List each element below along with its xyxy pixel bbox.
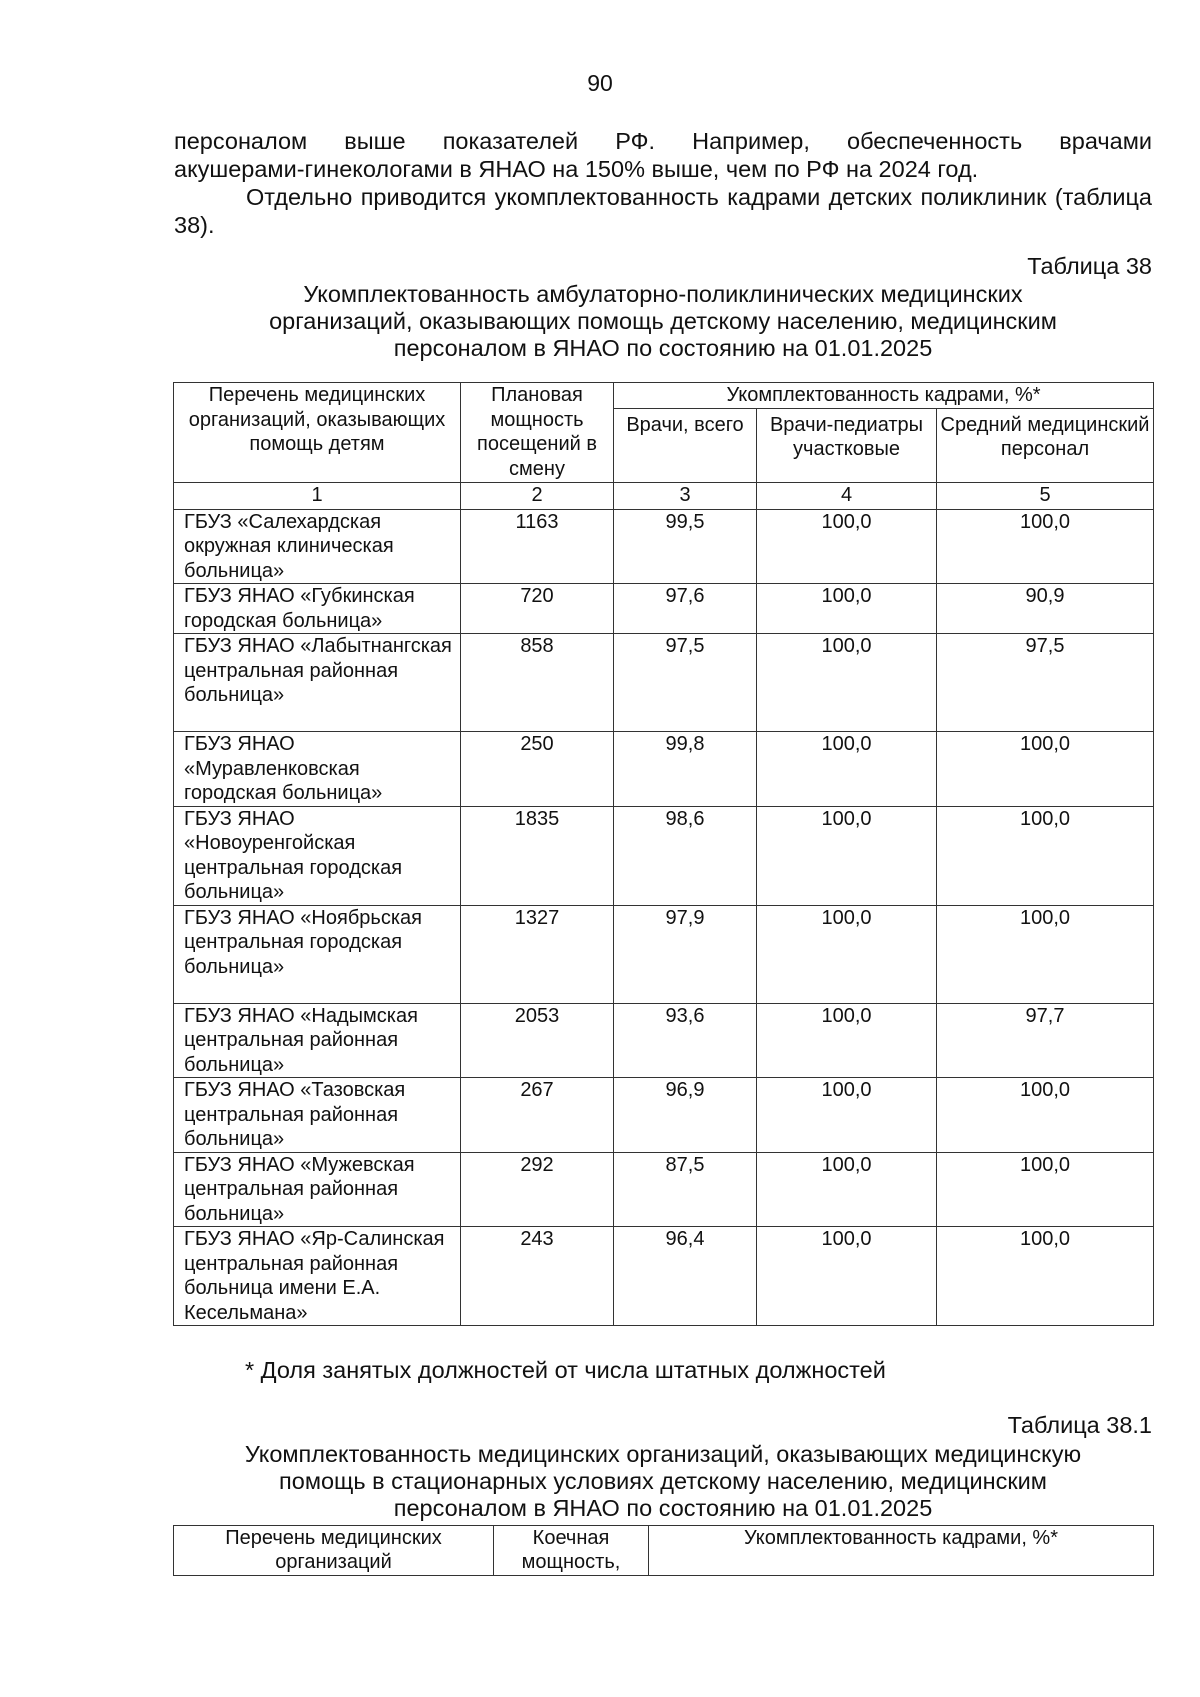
nurses-cell: 97,5 (937, 634, 1154, 732)
inpatient-staffing-table (173, 1525, 1154, 1576)
pediatricians-cell: 100,0 (757, 509, 937, 584)
org-name-cell: ГБУЗ «Салехардская окружная клиническая больница» (174, 509, 461, 584)
org-name-cell: ГБУЗ ЯНАО «Губкинская городская больница» (174, 584, 461, 634)
nurses-cell: 90,9 (937, 584, 1154, 634)
table-row (174, 1078, 1154, 1153)
org-name-cell: ГБУЗ ЯНАО «Новоуренгойская центральная городская больница» (174, 806, 461, 905)
pediatricians-cell: 100,0 (757, 905, 937, 1003)
capacity-cell: 720 (461, 584, 614, 634)
org-name-cell: ГБУЗ ЯНАО «Надымская центральная районная больница» (174, 1003, 461, 1078)
header-row (174, 1526, 1154, 1576)
nurses-cell: 97,7 (937, 1003, 1154, 1078)
table-title-line: помощь в стационарных условиях детскому населению, медицинским (279, 1468, 1047, 1494)
pediatricians-cell: 100,0 (757, 732, 937, 807)
header-org-list: Перечень медицинских организаций, оказывающих помощь детям (174, 383, 461, 483)
capacity-cell: 2053 (461, 1003, 614, 1078)
org-name-cell: ГБУЗ ЯНАО «Муравленковская городская больница» (174, 732, 461, 807)
pediatricians-cell: 100,0 (757, 1078, 937, 1153)
doctors-cell: 87,5 (614, 1152, 757, 1227)
table-row (174, 905, 1154, 1003)
pediatricians-cell: 100,0 (757, 806, 937, 905)
org-name-cell: ГБУЗ ЯНАО «Ноябрьская центральная городская больница» (174, 905, 461, 1003)
capacity-cell: 243 (461, 1227, 614, 1326)
table-row (174, 1152, 1154, 1227)
capacity-cell: 1163 (461, 509, 614, 584)
nurses-cell: 100,0 (937, 905, 1154, 1003)
header-staffing-group: Укомплектованность кадрами, %* (614, 383, 1154, 409)
table-row (174, 634, 1154, 732)
pediatricians-cell: 100,0 (757, 1152, 937, 1227)
capacity-cell: 292 (461, 1152, 614, 1227)
header-staffing-group: Укомплектованность кадрами, %* (649, 1526, 1154, 1576)
nurses-cell: 100,0 (937, 1152, 1154, 1227)
doctors-cell: 96,4 (614, 1227, 757, 1326)
doctors-cell: 93,6 (614, 1003, 757, 1078)
column-number: 1 (174, 482, 461, 509)
pediatricians-cell: 100,0 (757, 1003, 937, 1078)
doctors-cell: 96,9 (614, 1078, 757, 1153)
footnote: * Доля занятых должностей от числа штатных должностей (245, 1357, 886, 1383)
column-number: 2 (461, 482, 614, 509)
table-row (174, 1003, 1154, 1078)
table-label: Таблица 38 (1027, 253, 1152, 279)
capacity-cell: 267 (461, 1078, 614, 1153)
table-title (174, 281, 1152, 362)
table-row (174, 732, 1154, 807)
doctors-cell: 97,9 (614, 905, 757, 1003)
paragraph-line: персоналом выше показателей РФ. Например, обеспеченность врачами (174, 128, 1152, 154)
header-pediatricians: Врачи-педиатры участковые (757, 408, 937, 482)
nurses-cell: 100,0 (937, 732, 1154, 807)
pediatricians-cell: 100,0 (757, 584, 937, 634)
pediatricians-cell: 100,0 (757, 634, 937, 732)
capacity-cell: 858 (461, 634, 614, 732)
table-row (174, 806, 1154, 905)
nurses-cell: 100,0 (937, 1078, 1154, 1153)
header-beds: Коечная мощность, (494, 1526, 649, 1576)
paragraph: Отдельно приводится укомплектованность кадрами детских поликлиник (таблица 38). (174, 184, 1152, 238)
table-title-line: Укомплектованность амбулаторно-поликлинических медицинских (303, 281, 1023, 307)
paragraph-line: акушерами-гинекологами в ЯНАО на 150% выше, чем по РФ на 2024 год. (174, 156, 979, 182)
table-title-line: Укомплектованность медицинских организаций, оказывающих медицинскую (244, 1441, 1082, 1467)
table-title (174, 1441, 1152, 1522)
doctors-cell: 97,5 (614, 634, 757, 732)
table-title-line: персоналом в ЯНАО по состоянию на 01.01.2025 (393, 335, 933, 361)
table-row (174, 509, 1154, 584)
nurses-cell: 100,0 (937, 1227, 1154, 1326)
header-org-list: Перечень медицинских организаций (174, 1526, 494, 1576)
table-row (174, 1227, 1154, 1326)
org-name-cell: ГБУЗ ЯНАО «Тазовская центральная районная больница» (174, 1078, 461, 1153)
org-name-cell: ГБУЗ ЯНАО «Яр-Салинская центральная районная больница имени Е.А. Кесельмана» (174, 1227, 461, 1326)
staffing-table (173, 382, 1154, 1326)
header-capacity: Плановая мощность посещений в смену (461, 383, 614, 483)
nurses-cell: 100,0 (937, 806, 1154, 905)
header-nurses: Средний медицинский персонал (937, 408, 1154, 482)
table-title-line: персоналом в ЯНАО по состоянию на 01.01.2025 (393, 1495, 933, 1521)
table-label: Таблица 38.1 (1007, 1412, 1152, 1438)
column-number: 5 (937, 482, 1154, 509)
pediatricians-cell: 100,0 (757, 1227, 937, 1326)
header-row (174, 383, 1154, 409)
page-number: 90 (587, 70, 613, 96)
org-name-cell: ГБУЗ ЯНАО «Мужевская центральная районная больница» (174, 1152, 461, 1227)
capacity-cell: 1835 (461, 806, 614, 905)
doctors-cell: 97,6 (614, 584, 757, 634)
column-number-row (174, 482, 1154, 509)
org-name-cell: ГБУЗ ЯНАО «Лабытнангская центральная районная больница» (174, 634, 461, 732)
capacity-cell: 1327 (461, 905, 614, 1003)
table-title-line: организаций, оказывающих помощь детскому населению, медицинским (269, 308, 1057, 334)
column-number: 4 (757, 482, 937, 509)
column-number: 3 (614, 482, 757, 509)
nurses-cell: 100,0 (937, 509, 1154, 584)
table-row (174, 584, 1154, 634)
doctors-cell: 99,8 (614, 732, 757, 807)
doctors-cell: 98,6 (614, 806, 757, 905)
capacity-cell: 250 (461, 732, 614, 807)
header-doctors-total: Врачи, всего (614, 408, 757, 482)
doctors-cell: 99,5 (614, 509, 757, 584)
